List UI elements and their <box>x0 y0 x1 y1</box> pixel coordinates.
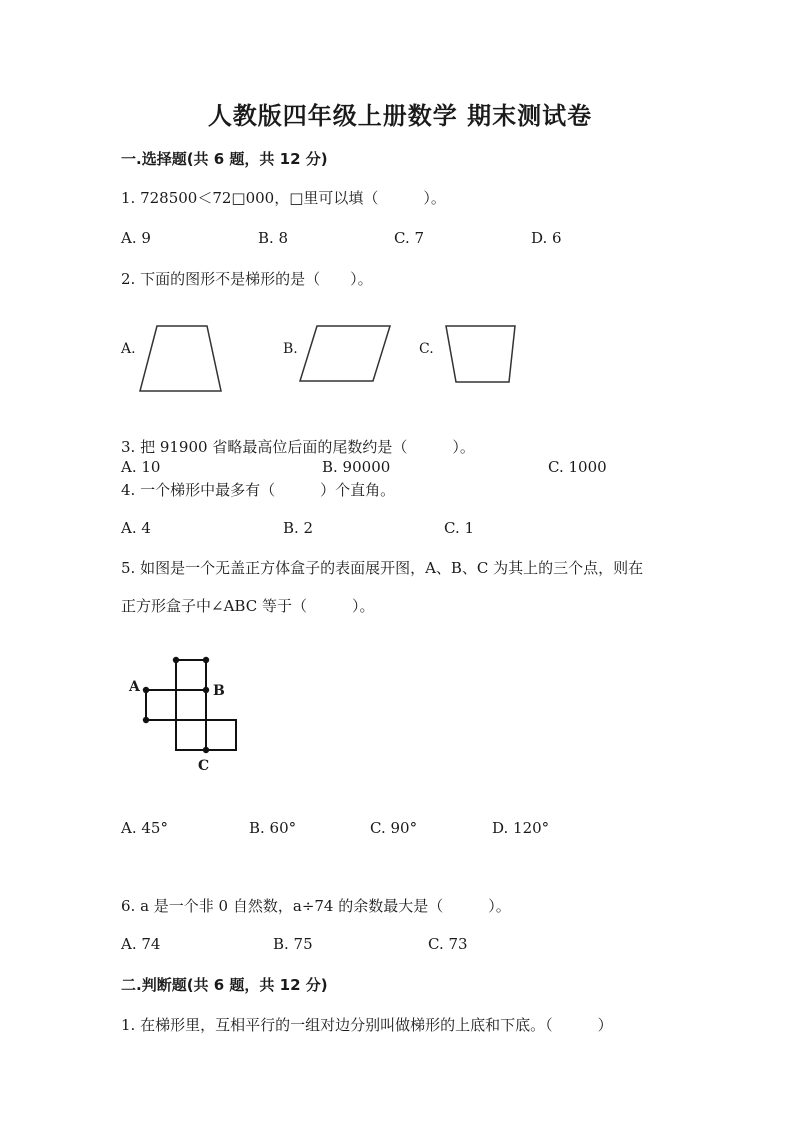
dot <box>143 717 149 723</box>
q3-option-b: B. 90000 <box>322 458 391 476</box>
dot <box>173 657 179 663</box>
q5-option-b: B. 60° <box>249 819 297 837</box>
q3-option-a: A. 10 <box>121 458 161 476</box>
q5-option-a: A. 45° <box>121 819 168 837</box>
point-b-dot <box>203 687 209 693</box>
q1-option-b: B. 8 <box>258 229 289 247</box>
q1-option-c: C. 7 <box>394 229 425 247</box>
question-2: 2. 下面的图形不是梯形的是（ ）。 <box>121 270 373 288</box>
dot <box>203 657 209 663</box>
q5-option-d: D. 120° <box>492 819 550 837</box>
question-5-line1: 5. 如图是一个无盖正方体盒子的表面展开图，A、B、C 为其上的三个点，则在 <box>121 559 644 577</box>
question-5-line2: 正方形盒子中∠ABC 等于（ ）。 <box>121 597 375 615</box>
point-b-label: B <box>213 683 225 699</box>
point-c-dot <box>203 747 209 753</box>
question-1: 1. 728500＜72□000，□里可以填（ ）。 <box>121 189 446 207</box>
q6-option-a: A. 74 <box>121 935 161 953</box>
q4-option-c: C. 1 <box>444 519 475 537</box>
section-heading-choice: 一.选择题(共 6 题，共 12 分) <box>121 150 328 168</box>
shape-label-b: B. <box>283 341 298 357</box>
point-c-label: C <box>198 758 210 774</box>
q5-option-c: C. 90° <box>370 819 418 837</box>
point-a-dot <box>143 687 149 693</box>
point-a-label: A <box>129 679 140 695</box>
section-heading-judgement: 二.判断题(共 6 题，共 12 分) <box>121 976 328 994</box>
shape-label-c: C. <box>419 341 434 357</box>
q1-option-d: D. 6 <box>531 229 562 247</box>
page-title: 人教版四年级上册数学 期末测试卷 <box>207 101 593 130</box>
q3-option-c: C. 1000 <box>548 458 607 476</box>
q4-option-a: A. 4 <box>121 519 151 537</box>
q4-option-b: B. 2 <box>283 519 314 537</box>
q6-option-b: B. 75 <box>273 935 313 953</box>
judgement-1: 1. 在梯形里，互相平行的一组对边分别叫做梯形的上底和下底。（ ） <box>121 1016 613 1034</box>
question-3: 3. 把 91900 省略最高位后面的尾数约是（ ）。 <box>121 438 475 456</box>
q6-option-c: C. 73 <box>428 935 468 953</box>
question-6: 6. a 是一个非 0 自然数，a÷74 的余数最大是（ ）。 <box>121 897 511 915</box>
shape-label-a: A. <box>121 341 136 357</box>
q1-option-a: A. 9 <box>121 229 151 247</box>
question-4: 4. 一个梯形中最多有（ ）个直角。 <box>121 481 396 499</box>
